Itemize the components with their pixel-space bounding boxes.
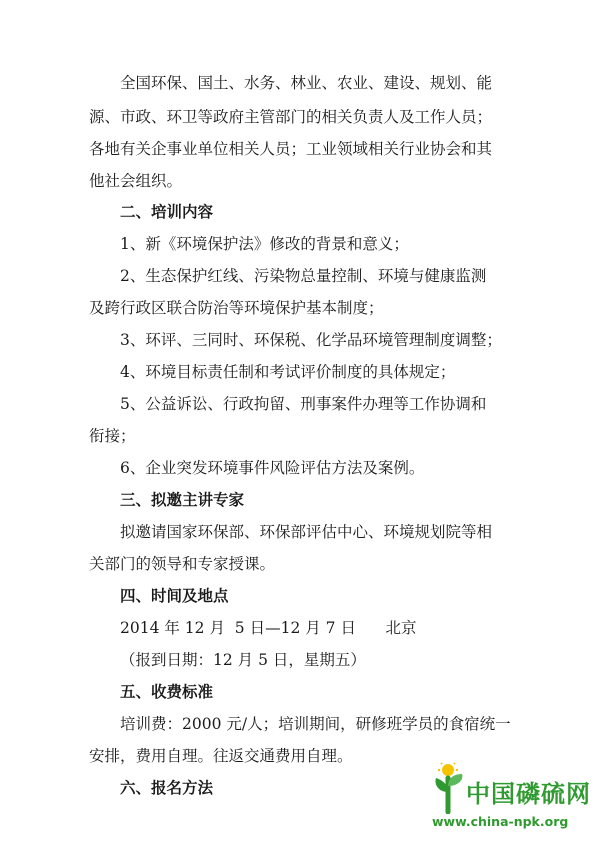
- paragraph-line: 他社会组织。: [89, 172, 183, 190]
- watermark-url: www.china-npk.org: [432, 814, 569, 829]
- fee-line: 培训费：2000 元/人；培训期间，研修班学员的食宿统一: [120, 715, 511, 733]
- paragraph-line: 关部门的领导和专家授课。: [89, 555, 276, 573]
- paragraph-line: 各地有关企事业单位相关人员；工业领域相关行业协会和其: [89, 140, 493, 158]
- paragraph-line: 拟邀请国家环保部、环保部评估中心、环境规划院等相: [120, 523, 493, 541]
- section-heading: 五、收费标准: [120, 683, 214, 701]
- registration-date-line: （报到日期：12 月 5 日，星期五）: [120, 651, 366, 669]
- paragraph-line: 源、市政、环卫等政府主管部门的相关负责人及工作人员；: [89, 108, 493, 126]
- list-item: 6、企业突发环境事件风险评估方法及案例。: [120, 459, 425, 477]
- section-heading: 二、培训内容: [120, 203, 214, 221]
- list-item: 5、公益诉讼、行政拘留、刑事案件办理等工作协调和: [120, 395, 487, 413]
- list-item: 1、新《环境保护法》修改的背景和意义；: [120, 235, 409, 253]
- list-item: 3、环评、三同时、环保税、化学品环境管理制度调整；: [120, 331, 502, 349]
- section-heading: 三、拟邀主讲专家: [120, 491, 245, 509]
- paragraph-line: 全国环保、国土、水务、林业、农业、建设、规划、能: [120, 74, 493, 92]
- list-item-continuation: 及跨行政区联合防治等环境保护基本制度；: [89, 299, 384, 317]
- date-location-line: 2014 年 12 月 5 日—12 月 7 日 北京: [120, 619, 417, 637]
- site-watermark-logo: [432, 762, 592, 842]
- sprout-icon: [432, 762, 468, 814]
- fee-line: 安排，费用自理。往返交通费用自理。: [89, 747, 353, 765]
- watermark-title: 中国磷硫网: [466, 780, 591, 808]
- list-item: 2、生态保护红线、污染物总量控制、环境与健康监测: [120, 267, 487, 285]
- section-heading: 四、时间及地点: [120, 587, 229, 605]
- section-heading: 六、报名方法: [120, 779, 214, 797]
- list-item: 4、环境目标责任制和考试评价制度的具体规定；: [120, 363, 456, 381]
- list-item-continuation: 衔接；: [89, 427, 136, 445]
